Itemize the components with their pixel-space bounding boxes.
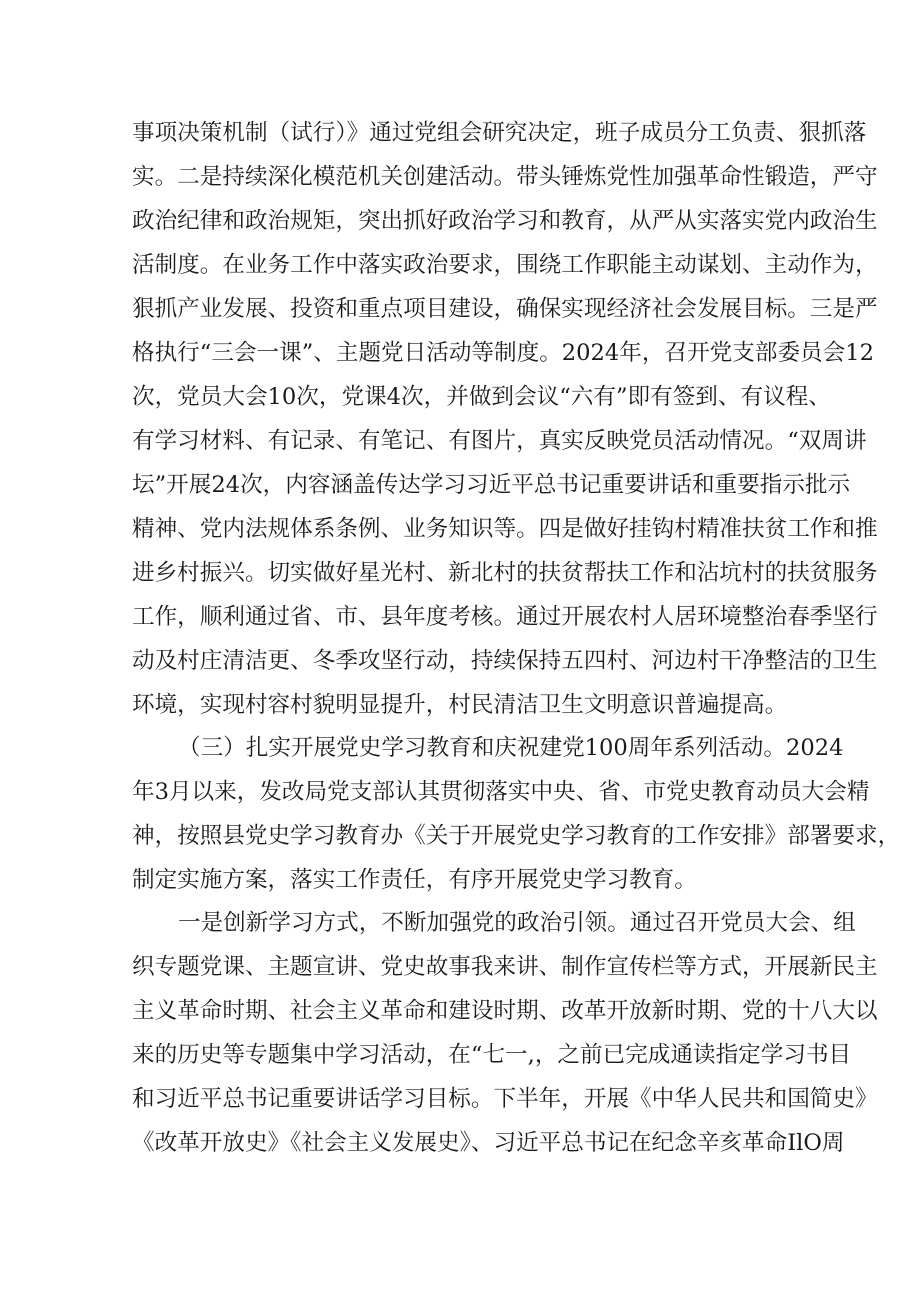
body-text-line: 有学习材料、有记录、有笔记、有图片，真实反映党员活动情况。“双周讲: [132, 428, 867, 454]
body-text-line: 坛”开展24次，内容涵盖传达学习习近平总书记重要讲话和重要指示批示: [132, 472, 851, 498]
body-text-line: 年3月以来，发改局党支部认其贯彻落实中央、省、市党史教育动员大会精: [132, 779, 870, 805]
body-text-line: 和习近平总书记重要讲话学习目标。下半年，开展《中华人民共和国简史》: [132, 1086, 878, 1112]
body-text-line: 制定实施方案，落实工作责任，有序开展党史学习教育。: [132, 867, 697, 893]
body-text-line: 环境，实现村容村貌明显提升，村民清洁卫生文明意识普遍提高。: [132, 692, 788, 718]
body-text-line: 《改革开放史》《社会主义发展史》、习近平总书记在纪念辛亥革命IlO周: [132, 1130, 845, 1156]
body-text-line: 政治纪律和政治规矩，突出抓好政治学习和教育，从严从实落实党内政治生: [132, 208, 878, 234]
body-text-line: 动及村庄清洁更、冬季攻坚行动，持续保持五四村、河边村干净整洁的卫生: [132, 648, 878, 674]
section-heading-line: （三）扎实开展党史学习教育和庆祝建党100周年系列活动。2024: [178, 735, 844, 761]
body-text-line: 主义革命时期、社会主义革命和建设时期、改革开放新时期、党的十八大以: [132, 998, 878, 1024]
body-text-line: 织专题党课、主题宣讲、党史故事我来讲、制作宣传栏等方式，开展新民主: [132, 954, 878, 980]
body-text-line: 格执行“三会一课”、主题党日活动等制度。2024年，召开党支部委员会12: [132, 340, 874, 366]
body-text-line: 神，按照县党史学习教育办《关于开展党史学习教育的工作安排》部署要求，: [132, 823, 901, 849]
body-text-line: 实。二是持续深化模范机关创建活动。带头锤炼党性加强革命性锻造，严守: [132, 164, 878, 190]
body-text-line: 来的历史等专题集中学习活动，在“七一,，之前已完成通读指定学习书目: [132, 1042, 852, 1068]
body-text-line: 活制度。在业务工作中落实政治要求，围绕工作职能主动谋划、主动作为，: [132, 252, 878, 278]
body-text-line: 进乡村振兴。切实做好星光村、新北村的扶贫帮扶工作和沾坑村的扶贫服务: [132, 560, 878, 586]
body-text-line: 工作，顺利通过省、市、县年度考核。通过开展农村人居环境整治春季坚行: [132, 604, 878, 630]
body-text-line: 次，党员大会10次，党课4次，并做到会议“六有”即有签到、有议程、: [132, 384, 831, 410]
body-text-line: 事项决策机制（试行）》通过党组会研究决定，班子成员分工负责、狠抓落: [132, 120, 867, 146]
body-text-line: 狠抓产业发展、投资和重点项目建设，确保实现经济社会发展目标。三是严: [132, 296, 878, 322]
body-text-line: 精神、党内法规体系条例、业务知识等。四是做好挂钩村精准扶贫工作和推: [132, 516, 878, 542]
paragraph-first-line: 一是创新学习方式，不断加强党的政治引领。通过召开党员大会、组: [178, 910, 856, 936]
